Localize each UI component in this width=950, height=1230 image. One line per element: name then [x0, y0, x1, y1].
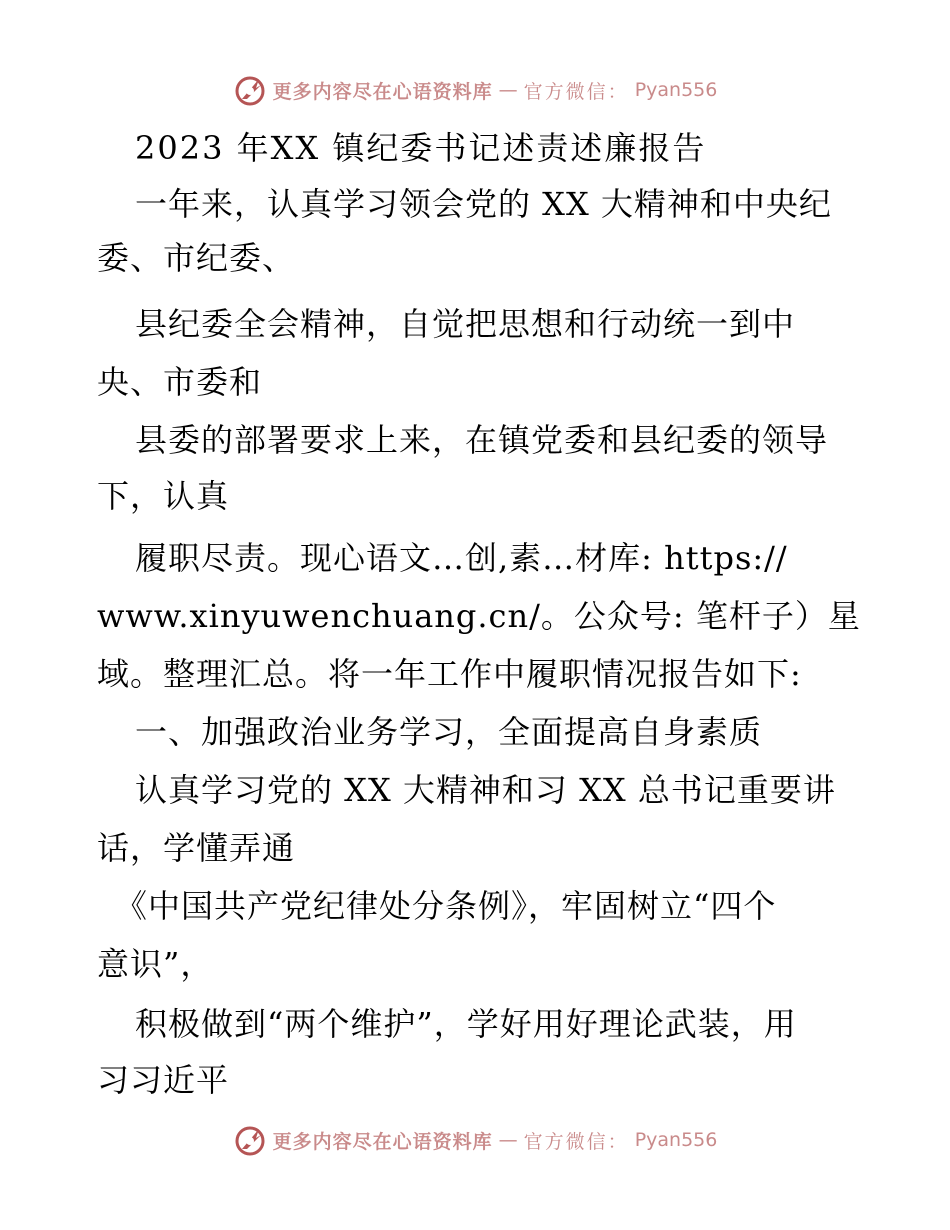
section-heading: 一、加强政治业务学习，全面提高自身素质: [135, 713, 763, 751]
watermark-content: [233, 1123, 718, 1157]
watermark-title: 更多内容尽在心语资料库: [272, 80, 493, 103]
document-title: 2023 年XX 镇纪委书记述责述廉报告: [135, 129, 707, 167]
watermark-wechat-id: Pyan556: [634, 1129, 718, 1151]
paragraph-line: 积极做到“两个维护”，学好用好理论武装，用: [135, 1005, 797, 1043]
quill-logo-icon: [233, 1123, 267, 1157]
footer-watermark-banner: [0, 1120, 950, 1160]
paragraph-line: 央、市委和: [97, 363, 263, 401]
paragraph-line: 委、市纪委、: [97, 239, 296, 277]
watermark-dash: —: [498, 79, 518, 101]
paragraph-line: 一年来，认真学习领会党的 XX 大精神和中央纪: [135, 185, 832, 223]
watermark-content: [233, 73, 718, 107]
paragraph-line: 履职尽责。现心语文…创,素…材库: https://: [135, 539, 788, 577]
quill-logo-icon: [233, 73, 267, 107]
paragraph-line: 下，认真: [97, 477, 230, 515]
header-watermark-banner: [0, 70, 950, 110]
paragraph-line: 认真学习党的 XX 大精神和习 XX 总书记重要讲: [135, 771, 836, 809]
paragraph-line: www.xinyuwenchuang.cn/。公众号: 笔杆子）星: [97, 597, 861, 635]
watermark-dash: —: [498, 1129, 518, 1151]
paragraph-line: 意识”，: [97, 945, 214, 983]
watermark-title: 更多内容尽在心语资料库: [272, 1130, 493, 1153]
paragraph-line: 《中国共产党纪律处分条例》，牢固树立“四个: [115, 887, 777, 925]
watermark-wechat-id: Pyan556: [634, 79, 718, 101]
watermark-wechat-label: 官方微信：: [523, 80, 629, 103]
paragraph-line: 域。整理汇总。将一年工作中履职情况报告如下:: [97, 655, 802, 693]
paragraph-line: 县委的部署要求上来，在镇党委和县纪委的领导: [135, 421, 829, 459]
watermark-wechat-label: 官方微信：: [523, 1130, 629, 1153]
paragraph-line: 话，学懂弄通: [97, 829, 296, 867]
paragraph-line: 习习近平: [97, 1061, 230, 1099]
paragraph-line: 县纪委全会精神，自觉把思想和行动统一到中: [135, 305, 796, 343]
